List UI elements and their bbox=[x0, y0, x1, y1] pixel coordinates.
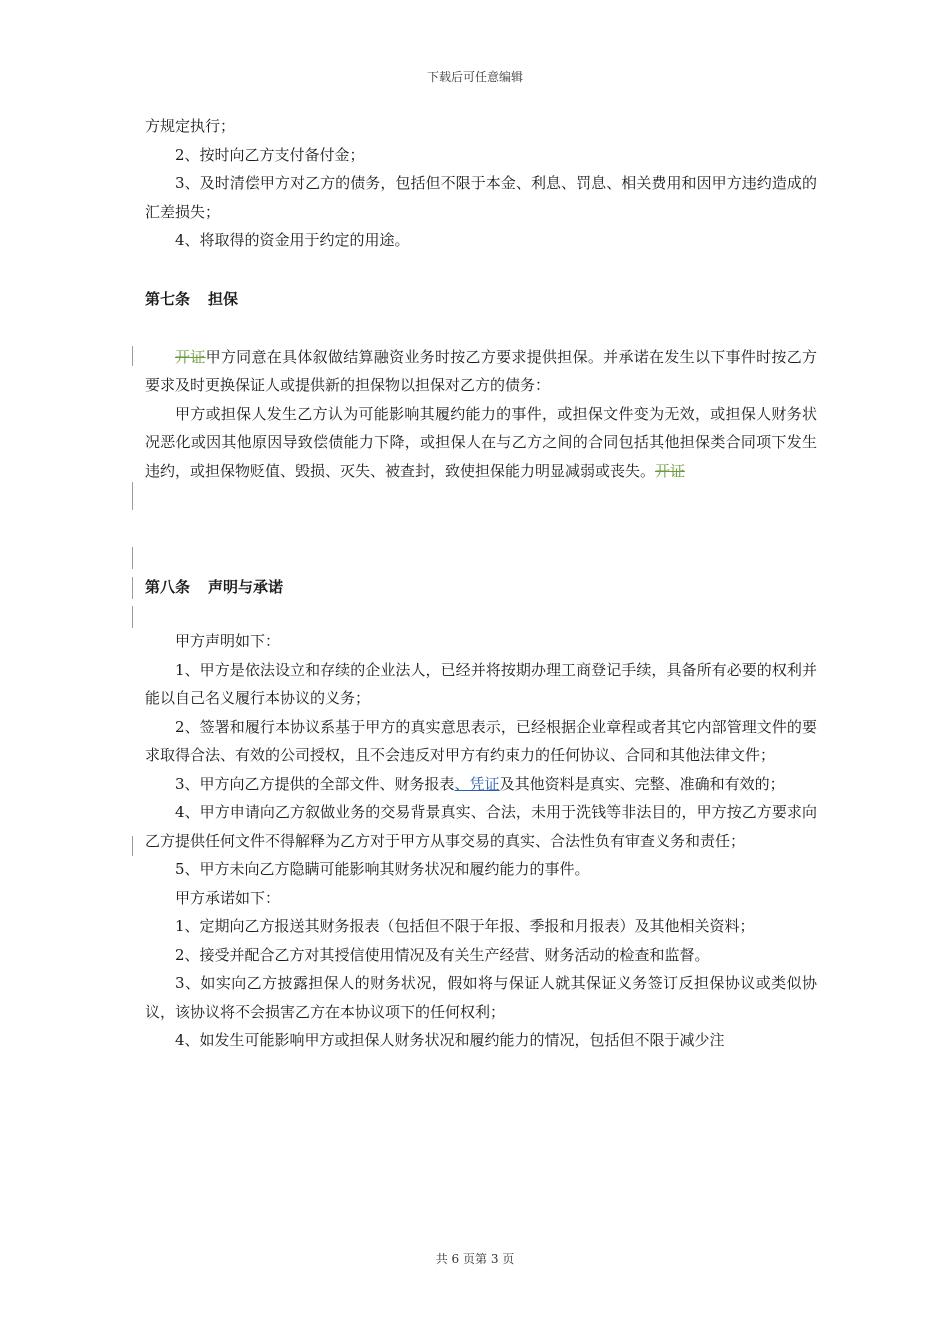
article-heading bbox=[145, 573, 817, 601]
list-item: 2、按时向乙方支付备付金； bbox=[175, 145, 365, 164]
list-item: 1、甲方是依法设立和存续的企业法人，已经并将按期办理工商登记手续，具备所有必要的权利并能以自己名义履行本协议的义务； bbox=[145, 660, 817, 707]
paragraph: 甲方承诺如下： bbox=[175, 888, 281, 907]
page-header: 下载后可任意编辑 bbox=[426, 70, 523, 84]
list-item-text: 及其他资料是真实、完整、准确和有效的； bbox=[499, 774, 785, 793]
paragraph-text: 甲方同意在具体叙做结算融资业务时按乙方要求提供担保。并承诺在发生以下事件时按乙方要求及时更换保证人或提供新的担保物以担保对乙方的债务： bbox=[145, 347, 817, 394]
list-item: 3、及时清偿甲方对乙方的债务，包括但不限于本金、利息、罚息、相关费用和因甲方违约造成的汇差损失； bbox=[145, 174, 817, 221]
revision-bar bbox=[132, 577, 133, 599]
list-item bbox=[145, 770, 817, 799]
revision-bar bbox=[132, 482, 133, 510]
list-item: 5、甲方未向乙方隐瞒可能影响其财务状况和履约能力的事件。 bbox=[175, 860, 590, 878]
paragraph bbox=[145, 343, 817, 400]
list-item: 1、定期向乙方报送其财务报表（包括但不限于年报、季报和月报表）及其他相关资料； bbox=[175, 917, 755, 935]
list-item: 3、如实向乙方披露担保人的财务状况，假如将与保证人就其保证义务签订反担保协议或类似协议，该协议将不会损害乙方在本协议项下的任何权利； bbox=[145, 974, 817, 1021]
article-title: 担保 bbox=[208, 289, 239, 308]
revision-bar bbox=[132, 346, 133, 366]
deleted-text: 开证 bbox=[655, 461, 686, 480]
page-footer: 共 6 页第 3 页 bbox=[435, 1252, 515, 1266]
list-item-text: 3、甲方向乙方提供的全部文件、财务报表 bbox=[175, 774, 455, 793]
paragraph bbox=[145, 400, 817, 486]
article-number: 第七条 bbox=[145, 289, 191, 308]
inserted-text: 、凭证 bbox=[454, 774, 500, 793]
article-title: 声明与承诺 bbox=[208, 578, 284, 596]
revision-bar bbox=[132, 606, 133, 628]
revision-bar bbox=[132, 836, 133, 856]
paragraph: 方规定执行； bbox=[145, 117, 236, 135]
list-item: 2、签署和履行本协议系基于甲方的真实意思表示，已经根据企业章程或者其它内部管理文件的要求取得合法、有效的公司授权，且不会违反对甲方有约束力的任何协议、合同和其他法律文件； bbox=[145, 717, 817, 764]
paragraph: 甲方声明如下： bbox=[175, 632, 281, 650]
document-body bbox=[145, 112, 817, 1055]
list-item: 4、如发生可能影响甲方或担保人财务状况和履约能力的情况，包括但不限于减少注 bbox=[175, 1031, 725, 1049]
article-number: 第八条 bbox=[145, 578, 191, 596]
article-heading bbox=[145, 285, 817, 313]
paragraph-text: 甲方或担保人发生乙方认为可能影响其履约能力的事件，或担保文件变为无效，或担保人财务状况恶化或因其他原因导致偿债能力下降，或担保人在与乙方之间的合同包括其他担保类合同项下发生违约，或担保物贬值、毁损、灭失、被查封，致使担保能力明显减弱或丧失。 bbox=[145, 404, 817, 480]
revision-bar bbox=[132, 547, 133, 569]
list-item: 2、接受并配合乙方对其授信使用情况及有关生产经营、财务活动的检查和监督。 bbox=[175, 945, 710, 964]
deleted-text: 开证 bbox=[175, 347, 206, 366]
list-item: 4、甲方申请向乙方叙做业务的交易背景真实、合法，未用于洗钱等非法目的，甲方按乙方要求向乙方提供任何文件不得解释为乙方对于甲方从事交易的真实、合法性负有审查义务和责任； bbox=[145, 803, 817, 850]
list-item: 4、将取得的资金用于约定的用途。 bbox=[175, 231, 410, 249]
